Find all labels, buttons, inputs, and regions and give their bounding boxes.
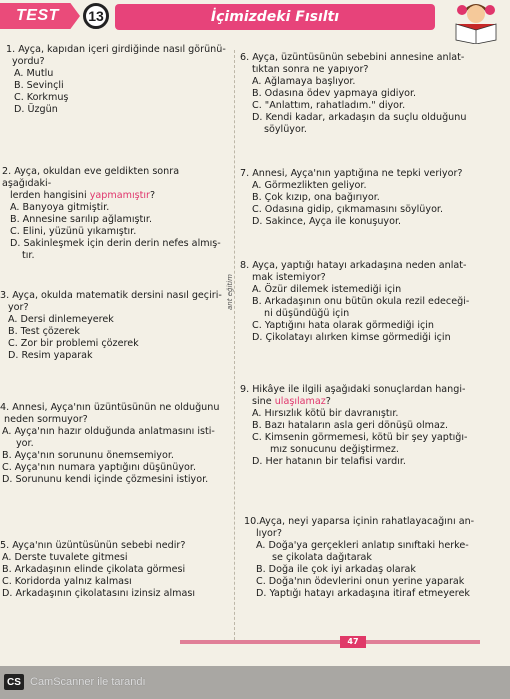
option-c[interactable]: C. Korkmuş [14, 92, 69, 103]
option-b[interactable]: B. Annesine sarılıp ağlamıştır. [10, 214, 153, 225]
option-c[interactable]: C. Ayça'nın numara yaptığını düşünüyor. [2, 462, 197, 473]
option-a-cont: se çikolata dağıtarak [272, 552, 372, 563]
title-bar [115, 4, 435, 30]
page-title: İçimizdeki Fısıltı [210, 9, 340, 25]
option-d[interactable]: D. Arkadaşının çikolatasını izinsiz alması [2, 588, 196, 599]
option-a[interactable]: A. Özür dilemek istemediği için [252, 284, 402, 295]
question-stem: 3. Ayça, okulda matematik dersini nasıl geçiri- yor? [0, 290, 222, 313]
option-a-cont: yor. [16, 438, 34, 449]
option-c[interactable]: C. Elini, yüzünü yıkamıştır. [10, 226, 137, 237]
question-9 [240, 384, 506, 468]
scanner-watermark [0, 670, 300, 696]
footer-stripe [180, 640, 480, 644]
option-a[interactable]: A. Hırsızlık kötü bir davranıştır. [252, 408, 399, 419]
option-b[interactable]: B. Bazı hataların asla geri dönüşü olmaz. [252, 420, 448, 431]
question-stem: 7. Annesi, Ayça'nın yaptığına ne tepki veriyor? [240, 168, 463, 179]
question-1 [6, 44, 228, 116]
option-d[interactable]: D. Sakinleşmek için derin derin nefes almış- [10, 238, 221, 249]
question-3 [0, 290, 228, 362]
question-stem: 1. Ayça, kapıdan içeri girdiğinde nasıl görünü- yordu? [6, 44, 226, 67]
option-b-cont: ni düşündüğü için [264, 308, 350, 319]
footer [180, 636, 480, 646]
option-b[interactable]: B. Doğa ile çok iyi arkadaş olarak [256, 564, 416, 575]
option-c-cont: mız sonucunu değiştirmez. [270, 444, 399, 455]
option-a[interactable]: A. Görmezlikten geliyor. [252, 180, 367, 191]
question-stem: 2. Ayça, okuldan eve geldikten sonra aşağıdaki- lerden hangisini yapmamıştır? [2, 166, 180, 201]
page-number: 47 [340, 636, 366, 648]
option-d[interactable]: D. Sorununu kendi içinde çözmesini istiyor. [2, 474, 209, 485]
option-d[interactable]: D. Çikolatayı alırken kimse görmediği için [252, 332, 451, 343]
option-d[interactable]: D. Resim yaparak [8, 350, 93, 361]
option-a[interactable]: A. Ağlamaya başlıyor. [252, 76, 356, 87]
option-c[interactable]: C. Doğa'nın ödevlerini onun yerine yaparak [256, 576, 465, 587]
option-d[interactable]: D. Üzgün [14, 104, 58, 115]
option-b[interactable]: B. Ayça'nın sorununu önemsemiyor. [2, 450, 174, 461]
question-stem: 6. Ayça, üzüntüsünün sebebini annesine anlat- tıktan sonra ne yapıyor? [240, 52, 465, 75]
test-number: 13 [83, 3, 109, 29]
option-d[interactable]: D. Kendi kadar, arkadaşın da suçlu olduğunu [252, 112, 467, 123]
test-label: TEST [16, 7, 59, 24]
question-2 [2, 166, 228, 262]
option-c[interactable]: C. Yaptığını hata olarak görmediği için [252, 320, 435, 331]
question-stem: 10.Ayça, neyi yaparsa içinin rahatlayacağını an- lıyor? [244, 516, 475, 539]
question-stem: 8. Ayça, yaptığı hatayı arkadaşına neden anlat- mak istemiyor? [240, 260, 467, 283]
option-a[interactable]: A. Derste tuvalete gitmesi [2, 552, 128, 563]
option-b[interactable]: B. Çok kızıp, ona bağırıyor. [252, 192, 380, 203]
scanner-text: CamScanner ile tarandı [30, 676, 146, 688]
option-d[interactable]: D. Sakince, Ayça ile konuşuyor. [252, 216, 402, 227]
option-c[interactable]: C. Odasına gidip, çıkmamasını söylüyor. [252, 204, 444, 215]
question-10 [244, 516, 506, 600]
side-brand: ant eğitim [226, 274, 234, 310]
question-5 [0, 540, 228, 600]
option-d[interactable]: D. Yaptığı hatayı arkadaşına itiraf etmeyerek [256, 588, 470, 599]
camscanner-logo-icon: CS [4, 674, 24, 690]
option-b[interactable]: B. Arkadaşının elinde çikolata görmesi [2, 564, 186, 575]
option-d-cont: tır. [22, 250, 35, 261]
option-a[interactable]: A. Dersi dinlemeyerek [8, 314, 114, 325]
question-stem: 9. Hikâye ile ilgili aşağıdaki sonuçlardan hangi- sine ulaşılamaz? [240, 384, 466, 407]
option-a[interactable]: A. Ayça'nın hazır olduğunda anlatmasını isti- [2, 426, 215, 437]
option-d[interactable]: D. Her hatanın bir telafisi vardır. [252, 456, 406, 467]
option-d-cont: söylüyor. [264, 124, 307, 135]
option-a[interactable]: A. Doğa'ya gerçekleri anlatıp sınıftaki herke- [256, 540, 469, 551]
option-c[interactable]: C. "Anlattım, rahatladım." diyor. [252, 100, 406, 111]
option-c[interactable]: C. Kimsenin görmemesi, kötü bir şey yaptığı- [252, 432, 468, 443]
question-stem: 4. Annesi, Ayça'nın üzüntüsünün ne olduğunu neden sormuyor? [0, 402, 220, 425]
option-b[interactable]: B. Sevinçli [14, 80, 64, 91]
option-a[interactable]: A. Banyoya gitmiştir. [10, 202, 110, 213]
question-stem: 5. Ayça'nın üzüntüsünün sebebi nedir? [0, 540, 186, 551]
column-divider [234, 50, 235, 640]
option-c[interactable]: C. Koridorda yalnız kalması [2, 576, 132, 587]
option-a[interactable]: A. Mutlu [14, 68, 54, 79]
option-b[interactable]: B. Odasına ödev yapmaya gidiyor. [252, 88, 417, 99]
highlighted-word: yapmamıştır [89, 190, 150, 201]
question-6 [240, 52, 506, 136]
option-c[interactable]: C. Zor bir problemi çözerek [8, 338, 139, 349]
option-b[interactable]: B. Test çözerek [8, 326, 80, 337]
question-7 [240, 168, 506, 228]
header [0, 0, 510, 42]
option-b[interactable]: B. Arkadaşının onu bütün okula rezil edeceği- [252, 296, 470, 307]
highlighted-word: ulaşılamaz [274, 396, 326, 407]
question-4 [0, 402, 228, 486]
question-8 [240, 260, 506, 344]
reading-child-icon [442, 0, 506, 44]
